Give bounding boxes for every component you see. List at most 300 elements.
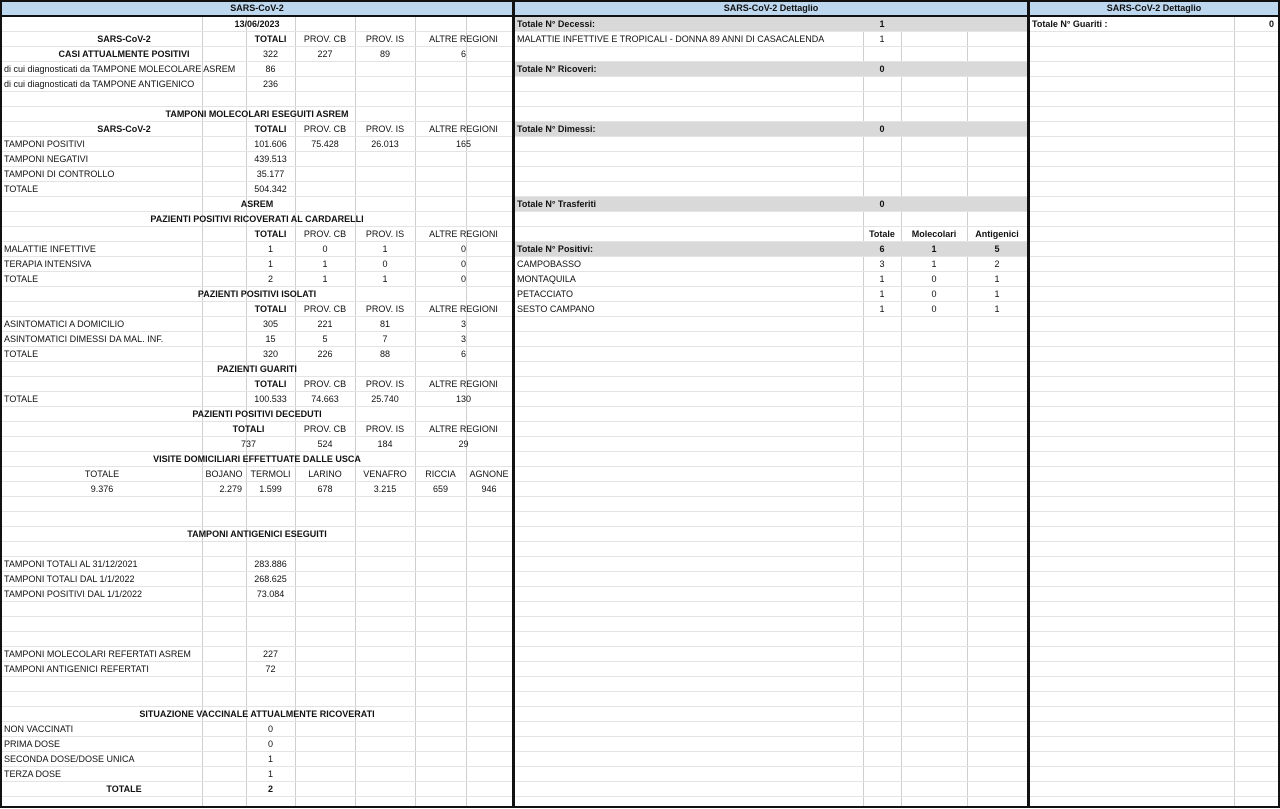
sheet-cell[interactable]: di cui diagnosticati da TAMPONE MOLECOLARE ASREM	[4, 64, 236, 74]
sheet-cell[interactable]: SARS-CoV-2	[97, 34, 151, 44]
sheet-row	[515, 692, 1027, 707]
sheet-cell[interactable]: 5	[322, 334, 328, 344]
sheet-cell[interactable]: TERMOLI	[250, 469, 291, 479]
sheet-cell[interactable]: SARS-CoV-2	[97, 124, 151, 134]
sheet-cell[interactable]: AGNONE	[469, 469, 509, 479]
sheet-row	[515, 47, 1027, 62]
sheet-cell[interactable]: 13/06/2023	[234, 19, 280, 29]
sheet-row	[2, 407, 512, 422]
sheet-row	[515, 302, 1027, 317]
sheet-cell[interactable]: PROV. CB	[303, 34, 347, 44]
sheet-row	[2, 482, 512, 497]
sheet-cell[interactable]: TAMPONI TOTALI DAL 1/1/2022	[4, 574, 135, 584]
sheet-cell[interactable]: PROV. IS	[365, 124, 405, 134]
sheet-row	[2, 122, 512, 137]
sheet-cell[interactable]: TAMPONI NEGATIVI	[4, 154, 89, 164]
sheet-cell[interactable]: 1	[931, 244, 937, 254]
sheet-cell[interactable]: 0	[931, 274, 937, 284]
sheet-cell[interactable]: 283.886	[254, 559, 287, 569]
sheet-row	[2, 272, 512, 287]
sheet-row	[2, 182, 512, 197]
sheet-cell[interactable]: CAMPOBASSO	[517, 259, 582, 269]
sheet-cell[interactable]: 15	[265, 334, 276, 344]
sheet-cell[interactable]: TAMPONI MOLECOLARI REFERTATI ASREM	[4, 649, 191, 659]
sheet-cell[interactable]: TAMPONI ANTIGENICI REFERTATI	[4, 664, 149, 674]
sheet-cell[interactable]: 101.606	[254, 139, 287, 149]
sheet-row	[1030, 572, 1278, 587]
sheet-cell[interactable]: 0	[879, 124, 885, 134]
sheet-cell[interactable]: 236	[262, 79, 279, 89]
sheet-cell[interactable]: 1	[879, 289, 885, 299]
sheet-cell[interactable]: PROV. IS	[365, 424, 405, 434]
sheet-cell[interactable]: RICCIA	[425, 469, 456, 479]
sheet-cell[interactable]: TOTALE	[4, 274, 39, 284]
sheet-row	[1030, 632, 1278, 647]
sheet-row	[515, 617, 1027, 632]
sheet-row	[1030, 107, 1278, 122]
recovered-detail-panel-title: SARS-CoV-2 Dettaglio	[1030, 2, 1278, 17]
sheet-cell[interactable]: PROV. IS	[365, 304, 405, 314]
sheet-row	[515, 212, 1027, 227]
sheet-row	[1030, 392, 1278, 407]
sheet-row	[2, 92, 512, 107]
sheet-row	[515, 377, 1027, 392]
sheet-row	[2, 137, 512, 152]
sheet-cell[interactable]: 73.084	[256, 589, 285, 599]
sheet-cell[interactable]: ALTRE REGIONI	[429, 304, 498, 314]
sheet-cell[interactable]: 221	[317, 319, 333, 329]
sheet-row	[515, 122, 1027, 137]
sheet-cell[interactable]: 0	[267, 739, 273, 749]
sheet-cell[interactable]: PROV. IS	[365, 229, 405, 239]
sheet-row	[515, 482, 1027, 497]
sheet-row	[1030, 587, 1278, 602]
sheet-cell[interactable]: PROV. CB	[303, 379, 347, 389]
sheet-row	[1030, 317, 1278, 332]
sheet-cell[interactable]: Totale	[869, 229, 895, 239]
sheet-cell[interactable]: 25.740	[371, 394, 399, 404]
sheet-row	[515, 332, 1027, 347]
sheet-row	[515, 557, 1027, 572]
sheet-cell[interactable]: 6	[460, 349, 466, 359]
sheet-cell[interactable]: MALATTIE INFETTIVE E TROPICALI - DONNA 89 ANNI DI CASACALENDA	[517, 34, 825, 44]
sheet-row	[2, 767, 512, 782]
sheet-cell[interactable]: 5	[994, 244, 1000, 254]
sheet-row	[2, 332, 512, 347]
sheet-row	[515, 677, 1027, 692]
sheet-row	[515, 152, 1027, 167]
sheet-cell[interactable]: 1	[267, 754, 273, 764]
sheet-cell[interactable]: 322	[262, 49, 279, 59]
sheet-cell[interactable]: PAZIENTI POSITIVI DECEDUTI	[192, 409, 322, 419]
sheet-cell[interactable]: CASI ATTUALMENTE POSITIVI	[58, 49, 190, 59]
sheet-cell[interactable]: 320	[262, 349, 279, 359]
sheet-row	[515, 137, 1027, 152]
sheet-cell[interactable]: 227	[262, 649, 279, 659]
sheet-row	[1030, 602, 1278, 617]
sheet-cell[interactable]: 88	[379, 349, 390, 359]
sheet-cell[interactable]: ASINTOMATICI A DOMICILIO	[4, 319, 125, 329]
sheet-cell[interactable]: 7	[382, 334, 388, 344]
sheet-row	[2, 227, 512, 242]
sheet-cell[interactable]: 1	[322, 259, 328, 269]
sheet-row	[515, 272, 1027, 287]
sheet-row	[1030, 677, 1278, 692]
sheet-cell[interactable]: 1	[382, 244, 388, 254]
sheet-cell[interactable]: 1	[994, 304, 1000, 314]
sheet-row	[1030, 422, 1278, 437]
sheet-row	[2, 167, 512, 182]
sheet-row	[2, 17, 512, 32]
sheet-cell[interactable]: SESTO CAMPANO	[517, 304, 595, 314]
sheet-cell[interactable]: 0	[267, 724, 273, 734]
sheet-cell[interactable]: ALTRE REGIONI	[429, 379, 498, 389]
sheet-row	[1030, 737, 1278, 752]
sheet-row	[515, 317, 1027, 332]
sheet-row	[2, 707, 512, 722]
sheet-row	[1030, 752, 1278, 767]
sheet-row	[1030, 617, 1278, 632]
sheet-row	[515, 77, 1027, 92]
sheet-cell[interactable]: 1	[879, 19, 885, 29]
sheet-cell[interactable]: PROV. CB	[303, 229, 347, 239]
sheet-cell[interactable]: 504.342	[254, 184, 287, 194]
sheet-row	[1030, 17, 1278, 32]
sheet-cell[interactable]: 0	[1268, 19, 1274, 29]
sheet-row	[1030, 692, 1278, 707]
sheet-row	[1030, 782, 1278, 797]
sheet-row	[515, 647, 1027, 662]
sheet-row	[515, 107, 1027, 122]
sheet-cell[interactable]: 2.279	[219, 484, 242, 494]
sheet-cell[interactable]: 3.215	[373, 484, 397, 494]
sheet-row	[2, 77, 512, 92]
sheet-cell[interactable]: 0	[879, 64, 885, 74]
sheet-row	[2, 242, 512, 257]
sheet-row	[515, 92, 1027, 107]
sheet-cell[interactable]: 737	[240, 439, 257, 449]
sheet-cell[interactable]: 6	[460, 49, 466, 59]
sheet-cell[interactable]: 268.625	[254, 574, 287, 584]
sheet-cell[interactable]: 1	[322, 274, 328, 284]
sheet-cell[interactable]: ALTRE REGIONI	[429, 229, 498, 239]
sheet-row	[515, 497, 1027, 512]
sheet-cell[interactable]: 1	[382, 274, 388, 284]
sheet-cell[interactable]: Antigenici	[975, 229, 1019, 239]
sheet-cell[interactable]: 3	[460, 334, 466, 344]
sheet-row	[1030, 512, 1278, 527]
sheet-row	[2, 287, 512, 302]
sheet-cell[interactable]: PAZIENTI POSITIVI ISOLATI	[197, 289, 317, 299]
sheet-row	[515, 707, 1027, 722]
sheet-row	[515, 722, 1027, 737]
sheet-row	[515, 197, 1027, 212]
sheet-row	[2, 572, 512, 587]
sheet-row	[515, 587, 1027, 602]
sheet-row	[1030, 122, 1278, 137]
sheet-cell[interactable]: 227	[317, 49, 333, 59]
sheet-cell[interactable]: TOTALI	[254, 229, 287, 239]
sheet-row	[1030, 722, 1278, 737]
sheet-cell[interactable]: TERZA DOSE	[4, 769, 62, 779]
sheet-cell[interactable]: PROV. CB	[303, 424, 347, 434]
sheet-cell[interactable]: 226	[317, 349, 333, 359]
sheet-row	[1030, 137, 1278, 152]
sheet-cell[interactable]: ASREM	[240, 199, 274, 209]
sheet-cell[interactable]: TAMPONI POSITIVI	[4, 139, 85, 149]
sheet-row	[2, 662, 512, 677]
sheet-row	[1030, 542, 1278, 557]
sheet-row	[515, 422, 1027, 437]
sheet-cell[interactable]: TOTALE	[4, 184, 39, 194]
sheet-cell[interactable]: SITUAZIONE VACCINALE ATTUALMENTE RICOVERATI	[139, 709, 375, 719]
sheet-row	[2, 47, 512, 62]
sheet-row	[2, 152, 512, 167]
sheet-row	[1030, 482, 1278, 497]
sheet-cell[interactable]: 2	[994, 259, 1000, 269]
sheet-cell[interactable]: PAZIENTI POSITIVI RICOVERATI AL CARDARELLI	[150, 214, 364, 224]
detail-panel	[513, 0, 1029, 808]
sheet-row	[515, 662, 1027, 677]
sheet-cell[interactable]: di cui diagnosticati da TAMPONE ANTIGENICO	[4, 79, 195, 89]
sheet-cell[interactable]: 2	[267, 784, 273, 794]
sheet-cell[interactable]: PROV. CB	[303, 124, 347, 134]
sheet-cell[interactable]: 1	[994, 274, 1000, 284]
sheet-row	[515, 752, 1027, 767]
sheet-cell[interactable]: 659	[432, 484, 449, 494]
sheet-row	[2, 722, 512, 737]
sheet-cell[interactable]: TAMPONI DI CONTROLLO	[4, 169, 115, 179]
sheet-cell[interactable]: 1.599	[259, 484, 282, 494]
sheet-row	[2, 197, 512, 212]
sheet-row	[2, 437, 512, 452]
sheet-row	[2, 392, 512, 407]
sheet-row	[1030, 77, 1278, 92]
sheet-cell[interactable]: 1	[879, 34, 885, 44]
sheet-row	[1030, 62, 1278, 77]
sheet-row	[1030, 707, 1278, 722]
sheet-cell[interactable]: MONTAQUILA	[517, 274, 576, 284]
sheet-cell[interactable]: MALATTIE INFETTIVE	[4, 244, 96, 254]
sheet-cell[interactable]: PRIMA DOSE	[4, 739, 61, 749]
sheet-cell[interactable]: ALTRE REGIONI	[429, 124, 498, 134]
sheet-row	[1030, 557, 1278, 572]
sheet-row	[1030, 437, 1278, 452]
sheet-row	[2, 362, 512, 377]
sheet-cell[interactable]: ASINTOMATICI DIMESSI DA MAL. INF.	[4, 334, 164, 344]
sheet-cell[interactable]: 26.013	[371, 139, 399, 149]
sheet-cell[interactable]: Totale N° Positivi:	[517, 244, 593, 254]
sheet-cell[interactable]: Totale N° Decessi:	[517, 19, 595, 29]
sheet-cell[interactable]: 100.533	[254, 394, 287, 404]
sheet-cell[interactable]: 0	[931, 289, 937, 299]
sheet-cell[interactable]: 81	[379, 319, 390, 329]
sheet-row	[515, 182, 1027, 197]
sheet-cell[interactable]: 1	[267, 259, 273, 269]
sheet-row	[515, 527, 1027, 542]
sheet-row	[1030, 197, 1278, 212]
sheet-cell[interactable]: 0	[460, 274, 466, 284]
sheet-row	[2, 797, 512, 808]
sheet-row	[1030, 167, 1278, 182]
sheet-row	[2, 752, 512, 767]
sheet-row	[515, 347, 1027, 362]
sheet-cell[interactable]: TAMPONI POSITIVI DAL 1/1/2022	[4, 589, 143, 599]
sheet-row	[515, 452, 1027, 467]
sheet-row	[1030, 407, 1278, 422]
sheet-row	[2, 512, 512, 527]
sheet-row	[1030, 302, 1278, 317]
sheet-row	[1030, 92, 1278, 107]
sheet-cell[interactable]: 1	[267, 244, 273, 254]
sheet-cell[interactable]: 130	[455, 394, 472, 404]
sheet-cell[interactable]: 89	[379, 49, 390, 59]
sheet-row	[1030, 227, 1278, 242]
sheet-cell[interactable]: VISITE DOMICILIARI EFFETTUATE DALLE USCA	[153, 454, 361, 464]
sheet-row	[1030, 212, 1278, 227]
sheet-cell[interactable]: 0	[460, 259, 466, 269]
sheet-row	[515, 632, 1027, 647]
sheet-cell[interactable]: Molecolari	[911, 229, 957, 239]
sheet-row	[2, 617, 512, 632]
sheet-row	[1030, 497, 1278, 512]
sheet-cell[interactable]: 29	[458, 439, 469, 449]
sheet-row	[515, 797, 1027, 808]
sheet-cell[interactable]: 165	[455, 139, 472, 149]
sheet-row	[2, 632, 512, 647]
sheet-cell[interactable]: PROV. IS	[365, 34, 405, 44]
sheet-row	[1030, 347, 1278, 362]
sheet-row	[515, 467, 1027, 482]
sheet-cell[interactable]: 3	[460, 319, 466, 329]
sheet-row	[515, 287, 1027, 302]
sheet-cell[interactable]: TOTALI	[254, 379, 287, 389]
sheet-row	[515, 572, 1027, 587]
sheet-row	[515, 32, 1027, 47]
sheet-row	[515, 167, 1027, 182]
sheet-cell[interactable]: PROV. CB	[303, 304, 347, 314]
sheet-cell[interactable]: TAMPONI TOTALI AL 31/12/2021	[4, 559, 138, 569]
sheet-cell[interactable]: VENAFRO	[363, 469, 407, 479]
sheet-cell[interactable]: 6	[879, 244, 885, 254]
sheet-cell[interactable]: SECONDA DOSE/DOSE UNICA	[4, 754, 135, 764]
sheet-cell[interactable]: LARINO	[308, 469, 342, 479]
sheet-cell[interactable]: TOTALE	[84, 469, 120, 479]
sheet-row	[2, 557, 512, 572]
sheet-cell[interactable]: BOJANO	[205, 469, 243, 479]
sheet-cell[interactable]: TOTALI	[254, 34, 287, 44]
detail-panel-title: SARS-CoV-2 Dettaglio	[515, 2, 1027, 17]
sheet-cell[interactable]: ALTRE REGIONI	[429, 34, 498, 44]
sheet-row	[1030, 767, 1278, 782]
sheet-cell[interactable]: TAMPONI ANTIGENICI ESEGUITI	[187, 529, 327, 539]
sheet-cell[interactable]: TOTALI	[254, 304, 287, 314]
sheet-row	[2, 782, 512, 797]
sheet-cell[interactable]: 9.376	[90, 484, 114, 494]
sheet-cell[interactable]: PETACCIATO	[517, 289, 574, 299]
sheet-cell[interactable]: TERAPIA INTENSIVA	[4, 259, 92, 269]
sheet-cell[interactable]: TOTALI	[232, 424, 265, 434]
sheet-cell[interactable]: Totale N° Trasferiti	[517, 199, 596, 209]
recovered-detail-panel	[1028, 0, 1280, 808]
sheet-row	[2, 692, 512, 707]
sheet-cell[interactable]: PROV. IS	[365, 379, 405, 389]
sheet-row	[1030, 287, 1278, 302]
sheet-cell[interactable]: 0	[382, 259, 388, 269]
sheet-cell[interactable]: Totale N° Guariti :	[1032, 19, 1108, 29]
sheet-cell[interactable]: 72	[265, 664, 276, 674]
sheet-row	[2, 107, 512, 122]
sheet-row	[2, 467, 512, 482]
sheet-cell[interactable]: 75.428	[311, 139, 339, 149]
sheet-cell[interactable]: TOTALI	[254, 124, 287, 134]
sheet-cell[interactable]: TAMPONI MOLECOLARI ESEGUITI ASREM	[165, 109, 349, 119]
sheet-cell[interactable]: 946	[481, 484, 497, 494]
sheet-row	[515, 602, 1027, 617]
sheet-cell[interactable]: 439.513	[254, 154, 287, 164]
sheet-cell[interactable]: 2	[267, 274, 273, 284]
sheet-cell[interactable]: 524	[317, 439, 333, 449]
sheet-cell[interactable]: 0	[879, 199, 885, 209]
sheet-row	[1030, 377, 1278, 392]
sheet-cell[interactable]: 0	[931, 304, 937, 314]
sheet-cell[interactable]: 184	[377, 439, 393, 449]
sheet-row	[2, 302, 512, 317]
sheet-row	[1030, 527, 1278, 542]
sheet-cell[interactable]: 1	[267, 769, 273, 779]
sheet-row	[2, 32, 512, 47]
sheet-cell[interactable]: 0	[460, 244, 466, 254]
sheet-cell[interactable]: Totale N° Ricoveri:	[517, 64, 597, 74]
sheet-cell[interactable]: 0	[322, 244, 328, 254]
sheet-row	[2, 542, 512, 557]
sheet-cell[interactable]: 35.177	[256, 169, 285, 179]
sheet-cell[interactable]: ALTRE REGIONI	[429, 424, 498, 434]
sheet-row	[1030, 32, 1278, 47]
sheet-row	[1030, 452, 1278, 467]
sheet-row	[515, 437, 1027, 452]
sheet-row	[2, 602, 512, 617]
sheet-row	[1030, 152, 1278, 167]
sheet-cell[interactable]: 1	[879, 304, 885, 314]
sheet-row	[2, 257, 512, 272]
sheet-row	[1030, 257, 1278, 272]
sheet-cell[interactable]: 1	[931, 259, 937, 269]
sheet-cell[interactable]: Totale N° Dimessi:	[517, 124, 596, 134]
sheet-cell[interactable]: TOTALE	[4, 394, 39, 404]
sheet-cell[interactable]: PAZIENTI GUARITI	[217, 364, 297, 374]
sheet-row	[2, 317, 512, 332]
sheet-row	[2, 377, 512, 392]
sheet-row	[515, 242, 1027, 257]
sheet-cell[interactable]: 305	[262, 319, 279, 329]
sheet-row	[1030, 182, 1278, 197]
summary-panel-title: SARS-CoV-2	[2, 2, 512, 17]
sheet-cell[interactable]: TOTALE	[106, 784, 142, 794]
sheet-row	[515, 62, 1027, 77]
sheet-row	[515, 737, 1027, 752]
sheet-cell[interactable]: 1	[994, 289, 1000, 299]
sheet-cell[interactable]: 86	[265, 64, 276, 74]
sheet-cell[interactable]: 74.663	[311, 394, 339, 404]
sheet-row	[515, 362, 1027, 377]
sheet-row	[1030, 467, 1278, 482]
sheet-cell[interactable]: 678	[317, 484, 333, 494]
sheet-cell[interactable]: 3	[879, 259, 885, 269]
sheet-cell[interactable]: NON VACCINATI	[4, 724, 74, 734]
sheet-cell[interactable]: 1	[879, 274, 885, 284]
sheet-cell[interactable]: TOTALE	[4, 349, 39, 359]
